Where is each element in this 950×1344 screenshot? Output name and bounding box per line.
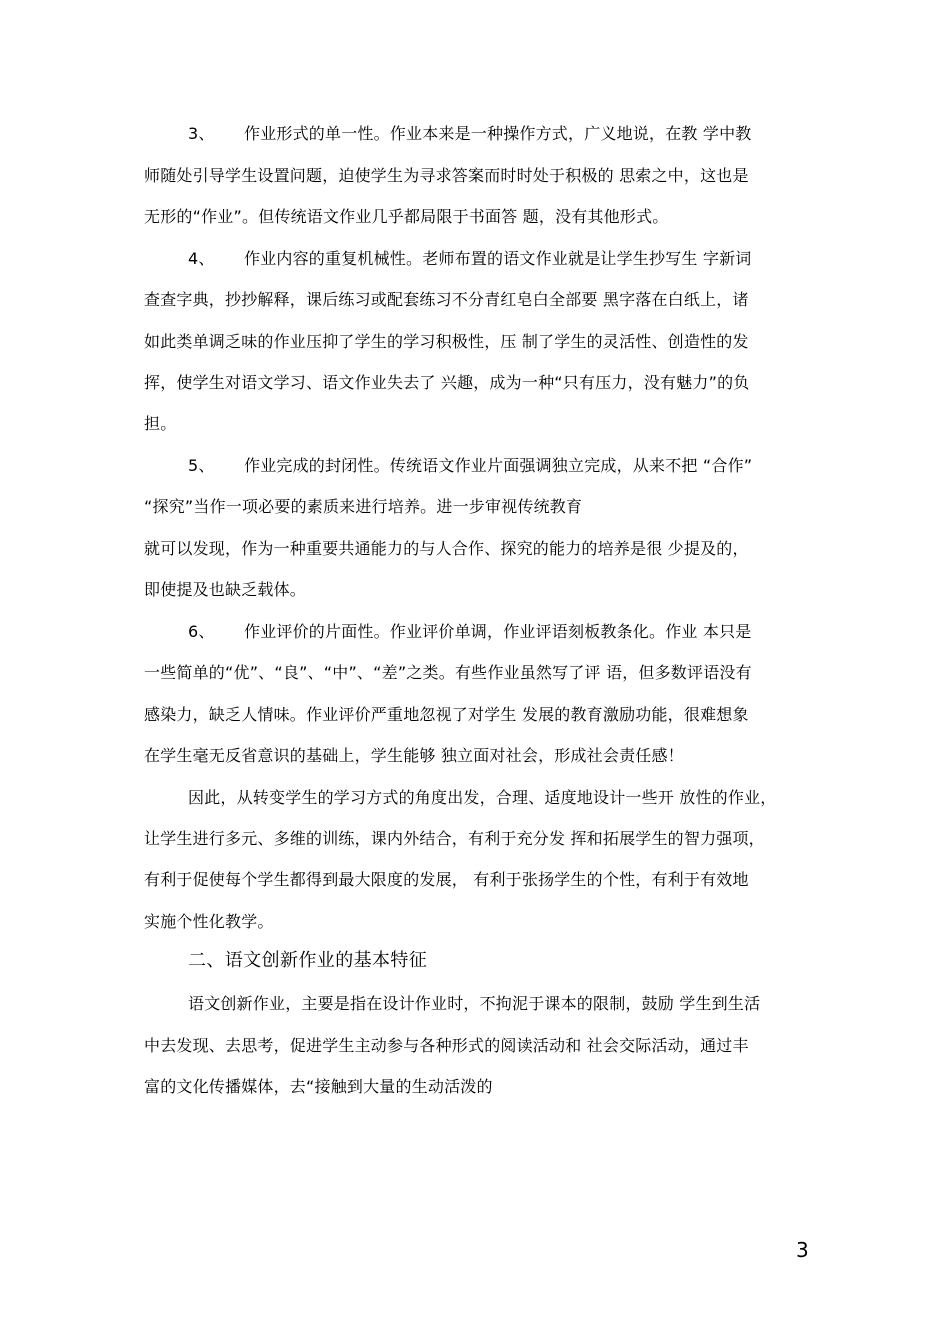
paragraph-line xyxy=(188,249,752,269)
paragraph-line: 语文创新作业，主要是指在设计作业时，不拘泥于课本的限制，鼓励 学生到生活 xyxy=(188,994,761,1013)
section-heading: 二、语文创新作业的基本特征 xyxy=(188,950,428,971)
paragraph-line: 在学生毫无反省意识的基础上，学生能够 独立面对社会，形成社会责任感！ xyxy=(144,746,684,765)
item-number: 6、 xyxy=(188,622,215,641)
item-number: 4、 xyxy=(188,249,215,268)
paragraph-line: 就可以发现，作为一种重要共通能力的与人合作、探究的能力的培养是很 少提及的， xyxy=(144,539,749,558)
paragraph-line: 担。 xyxy=(144,414,177,433)
paragraph-line: 富的文化传播媒体，去“接触到大量的生动活泼的 xyxy=(144,1077,493,1096)
paragraph-line: “探究”当作一项必要的素质来进行培养。进一步审视传统教育 xyxy=(144,497,583,516)
paragraph-line: 查查字典，抄抄解释，课后练习或配套练习不分青红皂白全部要 黑字落在白纸上，诸 xyxy=(144,290,749,309)
paragraph-line: 中去发现、去思考，促进学生主动参与各种形式的阅读活动和 社会交际活动，通过丰 xyxy=(144,1036,749,1055)
paragraph-line: 感染力，缺乏人情味。作业评价严重地忽视了对学生 发展的教育激励功能，很难想象 xyxy=(144,705,749,724)
paragraph-line: 无形的“作业”。但传统语文作业几乎都局限于书面答 题，没有其他形式。 xyxy=(144,207,669,226)
line-text: 作业评价的片面性。作业评价单调，作业评语刻板教条化。作业 本只是 xyxy=(244,622,752,641)
line-text: 作业内容的重复机械性。老师布置的语文作业就是让学生抄写生 字新词 xyxy=(244,249,752,268)
page-number: 3 xyxy=(796,1238,809,1262)
paragraph-line: 一些简单的“优”、“良”、“中”、“差”之类。有些作业虽然写了评 语，但多数评语没有 xyxy=(144,663,752,682)
paragraph-line: 如此类单调乏味的作业压抑了学生的学习积极性，压 制了学生的灵活性、创造性的发 xyxy=(144,332,749,351)
paragraph-line xyxy=(188,456,752,476)
line-text: 作业完成的封闭性。传统语文作业片面强调独立完成，从来不把 “合作” xyxy=(244,456,753,475)
paragraph-line: 有利于促使每个学生都得到最大限度的发展， 有利于张扬学生的个性，有利于有效地 xyxy=(144,870,749,889)
paragraph-line: 师随处引导学生设置问题，迫使学生为寻求答案而时时处于积极的 思索之中，这也是 xyxy=(144,166,749,185)
item-number: 3、 xyxy=(188,124,215,143)
paragraph-line xyxy=(188,124,752,144)
line-text: 作业形式的单一性。作业本来是一种操作方式，广义地说，在教 学中教 xyxy=(244,124,752,143)
paragraph-line: 即使提及也缺乏载体。 xyxy=(144,580,307,599)
item-number: 5、 xyxy=(188,456,215,475)
paragraph-line: 挥，使学生对语文学习、语文作业失去了 兴趣，成为一种“只有压力，没有魅力”的负 xyxy=(144,373,750,392)
paragraph-line: 因此，从转变学生的学习方式的角度出发，合理、适度地设计一些开 放性的作业， xyxy=(188,788,777,807)
paragraph-line: 让学生进行多元、多维的训练，课内外结合，有利于充分发 挥和拓展学生的智力强项， xyxy=(144,829,765,848)
paragraph-line: 实施个性化教学。 xyxy=(144,912,274,931)
paragraph-line xyxy=(188,622,752,642)
